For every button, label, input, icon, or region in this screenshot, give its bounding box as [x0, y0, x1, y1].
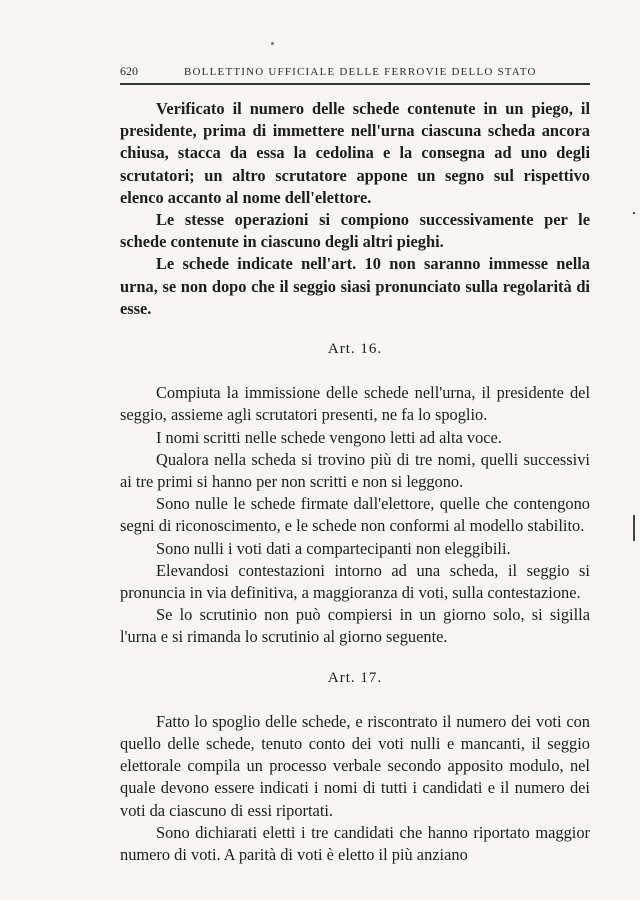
paragraph: Elevandosi contestazioni intorno ad una scheda, il seggio si pronuncia in via definitiva, a maggioranza di voti, sulla contestazione. — [120, 560, 590, 603]
document-body — [120, 98, 590, 866]
margin-speck — [633, 212, 635, 214]
paragraph: Le schede indicate nell'art. 10 non saranno immesse nella urna, se non dopo che il seggio siasi pronunciato sulla regolarità di esse. — [120, 254, 590, 318]
paragraph: Sono nulli i voti dati a compartecipanti non eleggibili. — [156, 538, 511, 558]
print-speck — [271, 42, 274, 45]
running-title: BOLLETTINO UFFICIALE DELLE FERROVIE DELLO STATO — [184, 66, 537, 78]
paragraph: Verificato il numero delle schede contenute in un piego, il presidente, prima di immettere nell'urna ciascuna scheda ancora chiusa, stacca da essa la cedolina e la consegna ad uno degli scrutatori; un altro scrutatore appone un segno sul rispettivo elenco accanto al nome dell'elettore. — [120, 99, 590, 207]
page-number: 620 — [120, 64, 138, 78]
article-heading-16: Art. 16. — [327, 341, 383, 358]
paragraph: Sono nulle le schede firmate dall'elettore, quelle che contengono segni di riconoscimento, e le schede non conformi al modello stabilito. — [120, 494, 590, 536]
running-header — [120, 64, 590, 79]
header-rule — [120, 83, 590, 85]
margin-mark — [633, 515, 635, 541]
paragraph: Le stesse operazioni si compiono successivamente per le schede contenute in ciascuno degli altri pieghi. — [120, 210, 590, 252]
paragraph: I nomi scritti nelle schede vengono letti ad alta voce. — [156, 427, 502, 447]
paragraph: Compiuta la immissione delle schede nell'urna, il presidente del seggio, assieme agli scrutatori presenti, ne fa lo spoglio. — [120, 383, 590, 425]
article-heading-17: Art. 17. — [327, 669, 383, 686]
paragraph: Qualora nella scheda si trovino più di tre nomi, quelli successivi ai tre primi si hanno per non scritti e non si leggono. — [120, 449, 590, 492]
paragraph: Sono dichiarati eletti i tre candidati che hanno riportato maggior numero di voti. A parità di voti è eletto il più anziano — [120, 822, 590, 865]
paragraph: Se lo scrutinio non può compiersi in un giorno solo, si sigilla l'urna e si rimanda lo scrutinio al giorno seguente. — [120, 605, 590, 647]
paragraph: Fatto lo spoglio delle schede, e riscontrato il numero dei voti con quello delle schede, tenuto conto dei voti nulli e mancanti, il seggio elettorale compila un processo verbale secondo apposito modulo, nel quale devono essere indicati i nomi di tutti i candidati e il numero dei voti da ciascuno di essi riportati. — [120, 711, 590, 820]
